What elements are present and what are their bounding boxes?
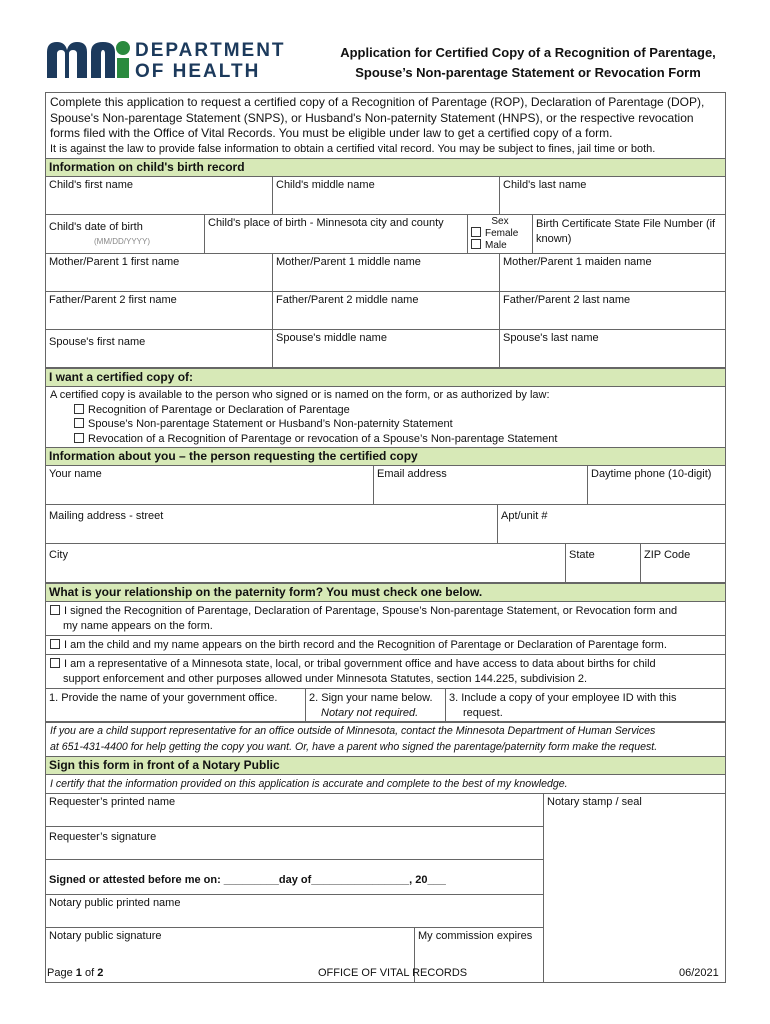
label: Female	[485, 228, 519, 239]
checkbox-icon[interactable]	[74, 418, 84, 428]
copy-desc: A certified copy is available to the person who signed or is named on the form, or as authorized by law:	[50, 389, 550, 401]
dept-line-1: DEPARTMENT	[135, 40, 286, 61]
section-child-heading: Information on child's birth record	[46, 158, 725, 177]
label: Signed or attested before me on: _________day of________________, 20___	[49, 874, 446, 886]
spouse-middle-name-field[interactable]	[273, 330, 500, 367]
checkbox-icon[interactable]	[74, 404, 84, 414]
label: Mailing address - street	[49, 510, 164, 522]
of-word: of	[84, 967, 95, 979]
section-notary-heading: Sign this form in front of a Notary Public	[46, 756, 725, 775]
copy-option-rop[interactable]	[50, 403, 721, 418]
intro-text: Complete this application to request a certified copy of a Recognition of Parentage (ROP), Declaration of Parentage (DOP), Spouse's Non-parentage Statement (SNPS), or Husband's Non-paternity Statement (HNPS), or the respective revocation forms filed with the Office of Vital Records. You must be eligible under law to get a certified copy of a form.	[50, 95, 705, 140]
label: State	[569, 549, 595, 561]
spouse-first-name-field[interactable]	[46, 330, 273, 367]
label: Child's first name	[49, 179, 134, 191]
title-line-2: Spouse’s Non-parentage Statement or Revocation Form	[355, 65, 701, 80]
child-first-name-field[interactable]	[46, 177, 273, 214]
intro-warning: It is against the law to provide false information to obtain a certified vital record. You may be subject to fines, jail time or both.	[50, 142, 656, 155]
label: I am the child and my name appears on the birth record and the Recognition of Parentage or Declaration of Parentage form.	[64, 639, 667, 651]
checkbox-icon[interactable]	[50, 639, 60, 649]
application-form	[45, 92, 726, 983]
phone-field[interactable]	[588, 466, 725, 504]
label-continued: request.	[463, 707, 503, 719]
child-birth-row	[46, 215, 725, 254]
label: Your name	[49, 468, 102, 480]
label: Father/Parent 2 last name	[503, 294, 631, 306]
copy-options	[46, 387, 725, 447]
label: Notary public printed name	[49, 897, 181, 909]
label: Birth Certificate State File Number (if known)	[536, 218, 716, 245]
checkbox-icon[interactable]	[50, 658, 60, 668]
dob-hint: (MM/DD/YYYY)	[94, 237, 150, 246]
dept-line-2: OF HEALTH	[135, 61, 261, 82]
page-word: Page	[47, 967, 73, 979]
relationship-option-signer[interactable]	[46, 602, 725, 636]
label: Notary public signature	[49, 930, 162, 942]
email-field[interactable]	[374, 466, 588, 504]
sex-label: Sex	[491, 216, 509, 227]
parent1-middle-name-field[interactable]	[273, 254, 500, 291]
label-note: Notary not required.	[321, 707, 419, 719]
sex-male-option[interactable]	[471, 239, 529, 251]
step-1	[46, 689, 306, 721]
state-field[interactable]	[566, 544, 641, 582]
label: Spouse’s Non-parentage Statement or Husband’s Non-paternity Statement	[88, 418, 453, 430]
notary-stamp-area[interactable]	[544, 794, 725, 982]
label: Mother/Parent 1 maiden name	[503, 256, 652, 268]
label: Child's date of birth	[49, 221, 143, 233]
label: Male	[485, 240, 507, 251]
label: City	[49, 549, 68, 561]
label: Spouse's middle name	[276, 332, 387, 344]
street-row	[46, 505, 725, 544]
step-3	[446, 689, 725, 721]
section-relationship-heading: What is your relationship on the paternity form? You must check one below.	[46, 583, 725, 602]
city-row	[46, 544, 725, 583]
label: ZIP Code	[644, 549, 691, 561]
sex-group	[468, 215, 533, 253]
office-name: OFFICE OF VITAL RECORDS	[318, 967, 468, 979]
label: Spouse's last name	[503, 332, 599, 344]
page-num: 1	[75, 967, 82, 979]
checkbox-icon[interactable]	[471, 239, 481, 249]
child-middle-name-field[interactable]	[273, 177, 500, 214]
child-last-name-field[interactable]	[500, 177, 725, 214]
requester-printed-name-field[interactable]	[46, 794, 543, 827]
label-continued: my name appears on the form.	[63, 620, 213, 632]
label: Recognition of Parentage or Declaration of Parentage	[88, 403, 350, 416]
sex-female-option[interactable]	[471, 227, 529, 239]
child-name-row	[46, 177, 725, 215]
label: Revocation of a Recognition of Parentage or revocation of a Spouse’s Non-parentage Statement	[88, 432, 558, 445]
checkbox-icon[interactable]	[74, 433, 84, 443]
attest-line[interactable]	[46, 860, 543, 895]
relationship-option-representative[interactable]	[46, 655, 725, 689]
page-number	[47, 967, 103, 979]
page-total: 2	[97, 967, 104, 979]
street-field[interactable]	[46, 505, 498, 543]
signature-block	[46, 794, 725, 982]
spouse-row	[46, 330, 725, 368]
intro	[46, 93, 725, 158]
child-dob-field[interactable]	[46, 215, 205, 253]
apt-field[interactable]	[498, 505, 725, 543]
note-line-1: If you are a child support representative for an office outside of Minnesota, contact the Minnesota Department of Human Services	[50, 725, 656, 737]
label-continued: support enforcement and other purposes allowed under Minnesota Statutes, section 144.225, subdivision 2.	[63, 673, 588, 685]
parent2-middle-name-field[interactable]	[273, 292, 500, 329]
label: 2. Sign your name below.	[309, 692, 433, 704]
label: Child's last name	[503, 179, 587, 191]
label: My commission expires	[418, 930, 533, 942]
copy-option-revocation[interactable]	[50, 432, 721, 447]
your-name-field[interactable]	[46, 466, 374, 504]
title-line-1: Application for Certified Copy of a Recognition of Parentage,	[340, 45, 716, 60]
parent2-row	[46, 292, 725, 330]
label: Requester’s signature	[49, 831, 157, 843]
label: 1. Provide the name of your government office.	[49, 692, 278, 704]
label: Mother/Parent 1 first name	[49, 256, 180, 268]
label: I am a representative of a Minnesota state, local, or tribal government office and have access to data about births for child	[64, 658, 656, 670]
notary-signature-row	[46, 928, 543, 982]
section-copy-heading: I want a certified copy of:	[46, 368, 725, 387]
zip-field[interactable]	[641, 544, 725, 582]
file-number-field[interactable]	[533, 215, 725, 253]
city-field[interactable]	[46, 544, 566, 582]
signature-left	[46, 794, 544, 982]
form-date: 06/2021	[679, 967, 719, 979]
label: Father/Parent 2 first name	[49, 294, 177, 306]
requester-contact-row	[46, 466, 725, 505]
parent1-maiden-name-field[interactable]	[500, 254, 725, 291]
label: I signed the Recognition of Parentage, Declaration of Parentage, Spouse’s Non-parentage Statement, or Revocation form and	[64, 605, 678, 617]
relationship-option-child[interactable]	[46, 636, 725, 655]
parent1-row	[46, 254, 725, 292]
label: Email address	[377, 468, 447, 480]
form-title	[318, 43, 738, 83]
checkbox-icon[interactable]	[50, 605, 60, 615]
label: Apt/unit #	[501, 510, 548, 522]
representative-steps-row	[46, 689, 725, 722]
step-2	[306, 689, 446, 721]
parent2-first-name-field[interactable]	[46, 292, 273, 329]
label: Requester’s printed name	[49, 796, 176, 808]
label: Spouse's first name	[49, 336, 146, 348]
copy-option-snps[interactable]	[50, 417, 721, 432]
mn-logo-icon	[45, 38, 131, 80]
department-name	[135, 40, 286, 82]
label: Child's place of birth - Minnesota city and county	[208, 217, 444, 229]
checkbox-icon[interactable]	[471, 227, 481, 237]
parent1-first-name-field[interactable]	[46, 254, 273, 291]
certify-statement: I certify that the information provided on this application is accurate and complete to the best of my knowledge.	[46, 775, 725, 794]
child-birthplace-field[interactable]	[205, 215, 468, 253]
notary-printed-name-field[interactable]	[46, 895, 543, 928]
label: Daytime phone (10-digit)	[591, 468, 712, 480]
label: 3. Include a copy of your employee ID with this	[449, 692, 677, 704]
parent2-last-name-field[interactable]	[500, 292, 725, 329]
note-line-2: at 651-431-4400 for help getting the copy you want. Or, have a parent who signed the parentage/paternity form make the request.	[50, 740, 658, 753]
requester-signature-field[interactable]	[46, 827, 543, 860]
label: Mother/Parent 1 middle name	[276, 256, 421, 268]
spouse-last-name-field[interactable]	[500, 330, 725, 367]
label: Father/Parent 2 middle name	[276, 294, 419, 306]
label: Notary stamp / seal	[547, 796, 642, 808]
out-of-state-note	[46, 722, 725, 756]
label: Child's middle name	[276, 179, 375, 191]
section-requester-heading: Information about you – the person requesting the certified copy	[46, 447, 725, 466]
